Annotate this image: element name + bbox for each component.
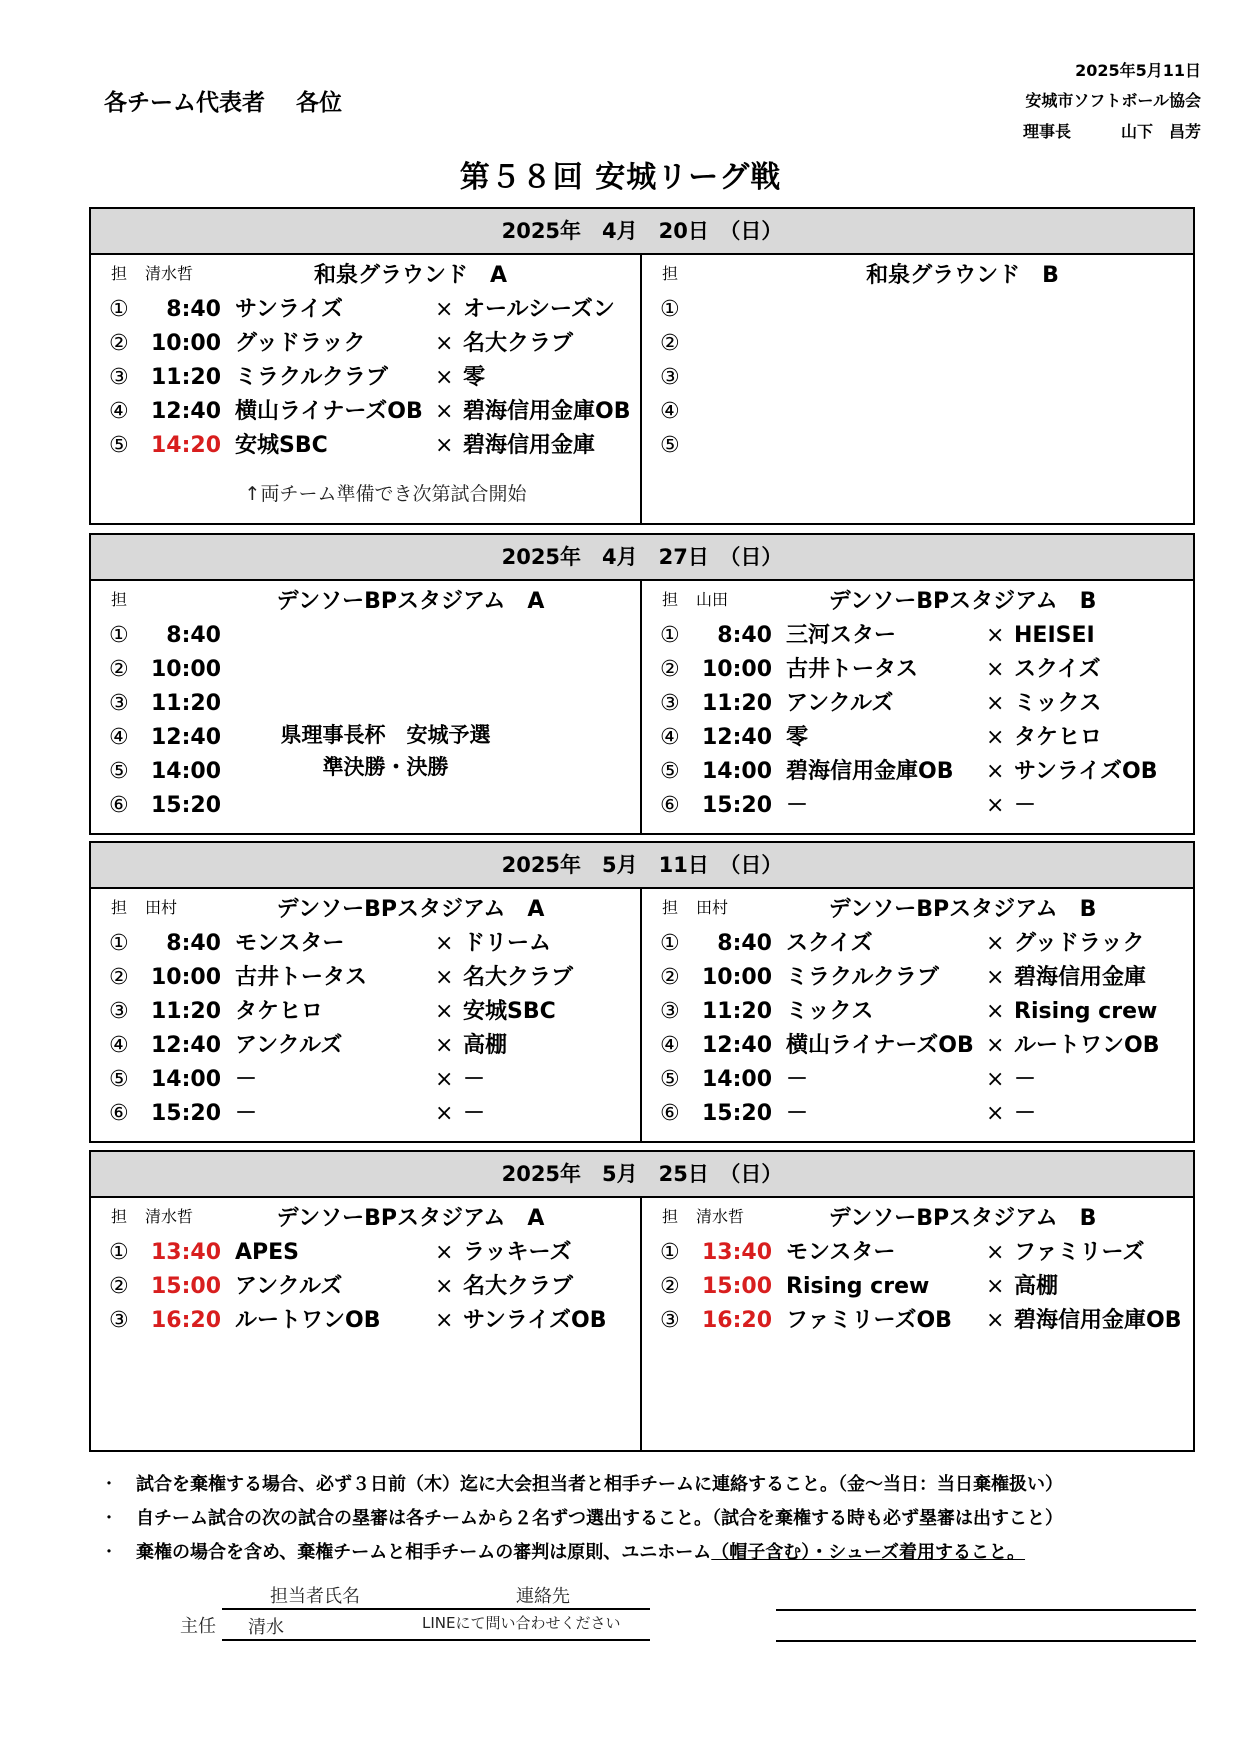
contact-col-contact: 連絡先	[516, 1586, 570, 1607]
away-team: サンライズOB	[463, 1308, 607, 1333]
away-team: －	[463, 1101, 486, 1126]
game-time: 11:20	[150, 999, 221, 1024]
game-row	[109, 395, 636, 429]
person-name: 清水哲	[145, 1207, 194, 1226]
cup-line: 県理事長杯 安城予選	[280, 723, 491, 747]
game-row	[660, 1029, 1189, 1063]
game-number: ②	[660, 1274, 680, 1299]
game-time: 15:20	[150, 1101, 221, 1126]
game-row	[660, 293, 1189, 327]
game-time: 8:40	[717, 931, 772, 956]
home-team: ファミリーズOB	[786, 1308, 952, 1333]
game-time: 10:00	[701, 657, 772, 682]
game-time: 11:20	[701, 999, 772, 1024]
home-team: ミラクルクラブ	[235, 365, 388, 390]
game-row	[660, 653, 1189, 687]
home-team: ルートワンOB	[235, 1308, 381, 1333]
home-team: 古井トータス	[235, 965, 368, 990]
tan-label: 担	[111, 264, 128, 283]
venue-name: 和泉グラウンド B	[866, 263, 1059, 288]
game-number: ④	[660, 1033, 680, 1058]
game-number: ⑥	[660, 1101, 680, 1126]
venue-name: デンソーBPスタジアム B	[828, 1206, 1097, 1231]
game-number: ②	[660, 965, 680, 990]
home-team: －	[235, 1101, 258, 1126]
game-row	[660, 619, 1189, 653]
contact-role: 主任	[180, 1616, 216, 1637]
home-team: 古井トータス	[786, 657, 919, 682]
venue-panel-right	[642, 581, 1193, 833]
home-team: Rising crew	[786, 1274, 930, 1299]
person-name: 清水哲	[145, 264, 194, 283]
venue-name: デンソーBPスタジアム B	[828, 589, 1097, 614]
issue-date: 2025年5月11日	[1075, 61, 1201, 80]
person-name: 田村	[145, 898, 178, 917]
home-team: ミラクルクラブ	[786, 965, 939, 990]
game-time: 15:00	[701, 1274, 772, 1299]
game-row	[660, 995, 1189, 1029]
home-team: スクイズ	[786, 931, 873, 956]
game-row	[660, 1236, 1189, 1270]
person-name: 清水哲	[696, 1207, 745, 1226]
game-row	[109, 687, 636, 721]
note-text: 棄権の場合を含め、棄権チームと相手チームの審判は原則、ユニホーム	[136, 1542, 712, 1563]
game-time: 14:00	[701, 1067, 772, 1092]
home-team: 零	[786, 725, 809, 750]
home-team: APES	[235, 1240, 300, 1265]
game-number: ④	[109, 1033, 129, 1058]
game-time: 16:20	[701, 1308, 772, 1333]
note-underlined: （帽子含む）・シューズ着用すること。	[711, 1542, 1026, 1563]
cup-line: 準決勝・決勝	[322, 755, 449, 779]
away-team: スクイズ	[1014, 657, 1101, 682]
game-time: 12:40	[150, 1033, 221, 1058]
venue-panel-left	[91, 1198, 642, 1450]
away-team: オールシーズン	[463, 297, 615, 322]
game-number: ⑤	[660, 759, 680, 784]
game-time: 11:20	[150, 365, 221, 390]
game-number: ③	[109, 691, 129, 716]
home-team: アンクルズ	[786, 691, 894, 716]
game-time: 15:00	[150, 1274, 221, 1299]
versus-mark: ×	[986, 759, 1005, 784]
away-team: Rising crew	[1014, 999, 1158, 1024]
game-time: 16:20	[150, 1308, 221, 1333]
away-team: 零	[463, 365, 486, 390]
game-time: 12:40	[150, 725, 221, 750]
person-name: 山田	[696, 590, 729, 609]
block-date: 2025年 5月 11日 （日）	[91, 843, 1193, 889]
game-number: ①	[109, 623, 129, 648]
game-number: ③	[660, 365, 680, 390]
game-number: ③	[109, 1308, 129, 1333]
game-time: 8:40	[166, 931, 221, 956]
chair-name: 山下 昌芳	[1120, 122, 1201, 141]
game-row	[660, 961, 1189, 995]
venue-panel-left	[91, 889, 642, 1141]
versus-mark: ×	[986, 623, 1005, 648]
game-number: ②	[660, 657, 680, 682]
game-row	[660, 755, 1189, 789]
game-number: ②	[109, 1274, 129, 1299]
block-note: ↑両チーム準備でき次第試合開始	[244, 483, 527, 505]
tan-label: 担	[662, 898, 679, 917]
home-team: グッドラック	[235, 331, 366, 356]
person-name: 田村	[696, 898, 729, 917]
game-number: ③	[109, 999, 129, 1024]
game-row	[660, 395, 1189, 429]
home-team: －	[235, 1067, 258, 1092]
game-number: ①	[109, 1240, 129, 1265]
game-number: ①	[660, 623, 680, 648]
away-team: －	[1014, 1067, 1037, 1092]
away-team: 名大クラブ	[463, 331, 574, 356]
versus-mark: ×	[986, 657, 1005, 682]
away-team: ルートワンOB	[1014, 1033, 1160, 1058]
game-list	[109, 293, 636, 463]
game-number: ①	[660, 931, 680, 956]
away-team: 碧海信用金庫OB	[463, 399, 631, 424]
schedule-block	[89, 533, 1195, 835]
game-number: ⑤	[109, 433, 129, 458]
away-team: 高棚	[463, 1033, 508, 1058]
home-team: 三河スター	[786, 623, 897, 648]
versus-mark: ×	[435, 1033, 454, 1058]
game-number: ④	[109, 399, 129, 424]
game-number: ①	[660, 297, 680, 322]
away-team: 名大クラブ	[463, 965, 574, 990]
game-number: ⑤	[109, 759, 129, 784]
game-time: 14:00	[150, 759, 221, 784]
tan-label: 担	[662, 264, 679, 283]
venue-panel-right	[642, 255, 1193, 523]
away-team: 名大クラブ	[463, 1274, 574, 1299]
block-date: 2025年 4月 20日 （日）	[91, 209, 1193, 255]
note-item	[100, 1502, 1200, 1536]
away-team: ラッキーズ	[463, 1240, 572, 1265]
game-time: 10:00	[150, 331, 221, 356]
contact-name: 清水	[248, 1617, 284, 1638]
game-row	[109, 927, 636, 961]
game-number: ③	[660, 691, 680, 716]
versus-mark: ×	[435, 365, 454, 390]
versus-mark: ×	[435, 1274, 454, 1299]
home-team: アンクルズ	[235, 1274, 343, 1299]
versus-mark: ×	[435, 999, 454, 1024]
home-team: －	[786, 793, 809, 818]
bullet: ・	[100, 1474, 118, 1495]
game-row	[660, 1270, 1189, 1304]
game-number: ①	[109, 931, 129, 956]
versus-mark: ×	[435, 331, 454, 356]
game-row	[109, 1097, 636, 1131]
game-number: ②	[109, 965, 129, 990]
home-team: －	[786, 1067, 809, 1092]
game-list	[109, 927, 636, 1131]
game-list	[660, 293, 1189, 463]
tan-label: 担	[111, 1207, 128, 1226]
game-time: 10:00	[701, 965, 772, 990]
away-team: 高棚	[1014, 1274, 1059, 1299]
game-row	[660, 429, 1189, 463]
game-list	[660, 619, 1189, 823]
game-number: ⑥	[660, 793, 680, 818]
game-row	[109, 327, 636, 361]
game-row	[109, 995, 636, 1029]
home-team: タケヒロ	[235, 999, 324, 1024]
game-list	[660, 1236, 1189, 1338]
game-time: 11:20	[701, 691, 772, 716]
game-number: ④	[660, 399, 680, 424]
bullet: ・	[100, 1542, 118, 1563]
game-row	[109, 653, 636, 687]
game-number: ④	[660, 725, 680, 750]
versus-mark: ×	[986, 999, 1005, 1024]
note-item	[100, 1536, 1200, 1570]
schedule-block	[89, 1150, 1195, 1452]
block-date: 2025年 5月 25日 （日）	[91, 1152, 1193, 1198]
venue-panel-left	[91, 255, 642, 523]
game-row	[660, 927, 1189, 961]
game-time: 8:40	[717, 623, 772, 648]
game-row	[109, 293, 636, 327]
home-team: 碧海信用金庫OB	[786, 759, 954, 784]
game-time: 12:40	[150, 399, 221, 424]
venue-name: デンソーBPスタジアム A	[276, 589, 545, 614]
home-team: サンライズ	[235, 297, 344, 322]
game-time: 11:20	[150, 691, 221, 716]
game-number: ⑥	[109, 1101, 129, 1126]
away-team: タケヒロ	[1014, 725, 1103, 750]
contact-line-top	[222, 1608, 650, 1610]
venue-name: デンソーBPスタジアム A	[276, 897, 545, 922]
home-team: モンスター	[235, 931, 345, 956]
page-title: 第５８回 安城リーグ戦	[459, 160, 782, 195]
away-team: 碧海信用金庫OB	[1014, 1308, 1182, 1333]
game-number: ②	[109, 657, 129, 682]
game-time: 13:40	[701, 1240, 772, 1265]
versus-mark: ×	[435, 965, 454, 990]
cup-event-label	[91, 719, 640, 783]
game-row	[660, 1063, 1189, 1097]
game-number: ⑤	[109, 1067, 129, 1092]
versus-mark: ×	[986, 725, 1005, 750]
home-team: 横山ライナーズOB	[786, 1033, 974, 1058]
home-team: ミックス	[786, 999, 874, 1024]
venue-panel-right	[642, 1198, 1193, 1450]
versus-mark: ×	[986, 1067, 1005, 1092]
game-time: 14:00	[150, 1067, 221, 1092]
note-text: 自チーム試合の次の試合の塁審は各チームから２名ずつ選出すること。（試合を棄権する時も必ず塁審は出すこと）	[136, 1508, 1063, 1529]
contact-method: LINEにて問い合わせください	[422, 1614, 621, 1632]
tan-label: 担	[662, 590, 679, 609]
game-row	[660, 1097, 1189, 1131]
tan-label: 担	[662, 1207, 679, 1226]
versus-mark: ×	[986, 1240, 1005, 1265]
home-team: 横山ライナーズOB	[235, 399, 423, 424]
game-number: ②	[109, 331, 129, 356]
home-team: －	[786, 1101, 809, 1126]
venue-panel-right	[642, 889, 1193, 1141]
game-row	[660, 789, 1189, 823]
versus-mark: ×	[986, 793, 1005, 818]
game-number: ⑥	[109, 793, 129, 818]
note-item	[100, 1468, 1200, 1502]
organization: 安城市ソフトボール協会	[1025, 91, 1201, 110]
game-number: ④	[109, 725, 129, 750]
block-date: 2025年 4月 27日 （日）	[91, 535, 1193, 581]
game-time: 14:00	[701, 759, 772, 784]
away-team: 碧海信用金庫	[463, 433, 596, 458]
game-number: ⑤	[660, 1067, 680, 1092]
home-team: 安城SBC	[235, 433, 328, 458]
game-number: ⑤	[660, 433, 680, 458]
game-row	[109, 789, 636, 823]
away-team: グッドラック	[1014, 931, 1145, 956]
venue-panel-left	[91, 581, 642, 833]
away-team: ドリーム	[463, 931, 552, 956]
game-list	[660, 927, 1189, 1131]
game-time: 14:20	[150, 433, 221, 458]
game-row	[109, 1029, 636, 1063]
venue-name: デンソーBPスタジアム A	[276, 1206, 545, 1231]
game-number: ③	[660, 999, 680, 1024]
game-row	[660, 721, 1189, 755]
game-time: 8:40	[166, 297, 221, 322]
home-team: アンクルズ	[235, 1033, 343, 1058]
game-row	[109, 1304, 636, 1338]
versus-mark: ×	[435, 433, 454, 458]
tan-label: 担	[111, 898, 128, 917]
contact-line-bottom	[222, 1639, 650, 1641]
chair-title: 理事長	[1022, 122, 1071, 141]
versus-mark: ×	[986, 931, 1005, 956]
away-team: 碧海信用金庫	[1014, 965, 1147, 990]
schedule-block	[89, 207, 1195, 525]
schedule-block	[89, 841, 1195, 1143]
game-row	[109, 1236, 636, 1270]
note-text: 試合を棄権する場合、必ず３日前（木）迄に大会担当者と相手チームに連絡すること。（金～当日：当日棄権扱い）	[136, 1474, 1063, 1495]
venue-name: 和泉グラウンド A	[313, 263, 508, 288]
away-team: －	[1014, 793, 1037, 818]
away-team: HEISEI	[1014, 623, 1095, 648]
versus-mark: ×	[986, 1308, 1005, 1333]
bullet: ・	[100, 1508, 118, 1529]
game-row	[660, 687, 1189, 721]
blank-line	[776, 1640, 1196, 1642]
game-time: 12:40	[701, 1033, 772, 1058]
versus-mark: ×	[435, 1067, 454, 1092]
blank-line	[776, 1609, 1196, 1611]
chair	[1023, 119, 1201, 142]
game-row	[109, 961, 636, 995]
game-time: 10:00	[150, 657, 221, 682]
away-team: ファミリーズ	[1014, 1240, 1145, 1265]
game-time: 15:20	[701, 1101, 772, 1126]
game-row	[660, 327, 1189, 361]
versus-mark: ×	[435, 1240, 454, 1265]
game-time: 13:40	[150, 1240, 221, 1265]
tan-label: 担	[111, 590, 128, 609]
home-team: モンスター	[786, 1240, 896, 1265]
game-row	[660, 361, 1189, 395]
game-row	[109, 1063, 636, 1097]
game-time: 12:40	[701, 725, 772, 750]
addressee: 各チーム代表者 各位	[104, 90, 343, 116]
versus-mark: ×	[435, 1308, 454, 1333]
versus-mark: ×	[435, 1101, 454, 1126]
versus-mark: ×	[435, 931, 454, 956]
away-team: ミックス	[1014, 691, 1102, 716]
game-number: ②	[660, 331, 680, 356]
versus-mark: ×	[986, 1274, 1005, 1299]
game-number: ③	[109, 365, 129, 390]
game-row	[109, 1270, 636, 1304]
versus-mark: ×	[986, 691, 1005, 716]
game-time: 15:20	[150, 793, 221, 818]
contact-col-name: 担当者氏名	[270, 1586, 360, 1607]
versus-mark: ×	[435, 297, 454, 322]
game-list	[109, 1236, 636, 1338]
game-row	[109, 619, 636, 653]
game-time: 15:20	[701, 793, 772, 818]
away-team: －	[463, 1067, 486, 1092]
game-number: ①	[109, 297, 129, 322]
game-time: 8:40	[166, 623, 221, 648]
game-row	[660, 1304, 1189, 1338]
game-row	[109, 361, 636, 395]
away-team: 安城SBC	[463, 999, 556, 1024]
game-number: ③	[660, 1308, 680, 1333]
away-team: －	[1014, 1101, 1037, 1126]
game-number: ①	[660, 1240, 680, 1265]
versus-mark: ×	[986, 1101, 1005, 1126]
versus-mark: ×	[986, 1033, 1005, 1058]
contact-table	[180, 1582, 650, 1652]
versus-mark: ×	[986, 965, 1005, 990]
versus-mark: ×	[435, 399, 454, 424]
away-team: サンライズOB	[1014, 759, 1158, 784]
game-time: 10:00	[150, 965, 221, 990]
notes	[100, 1468, 1200, 1570]
game-row	[109, 429, 636, 463]
venue-name: デンソーBPスタジアム B	[828, 897, 1097, 922]
